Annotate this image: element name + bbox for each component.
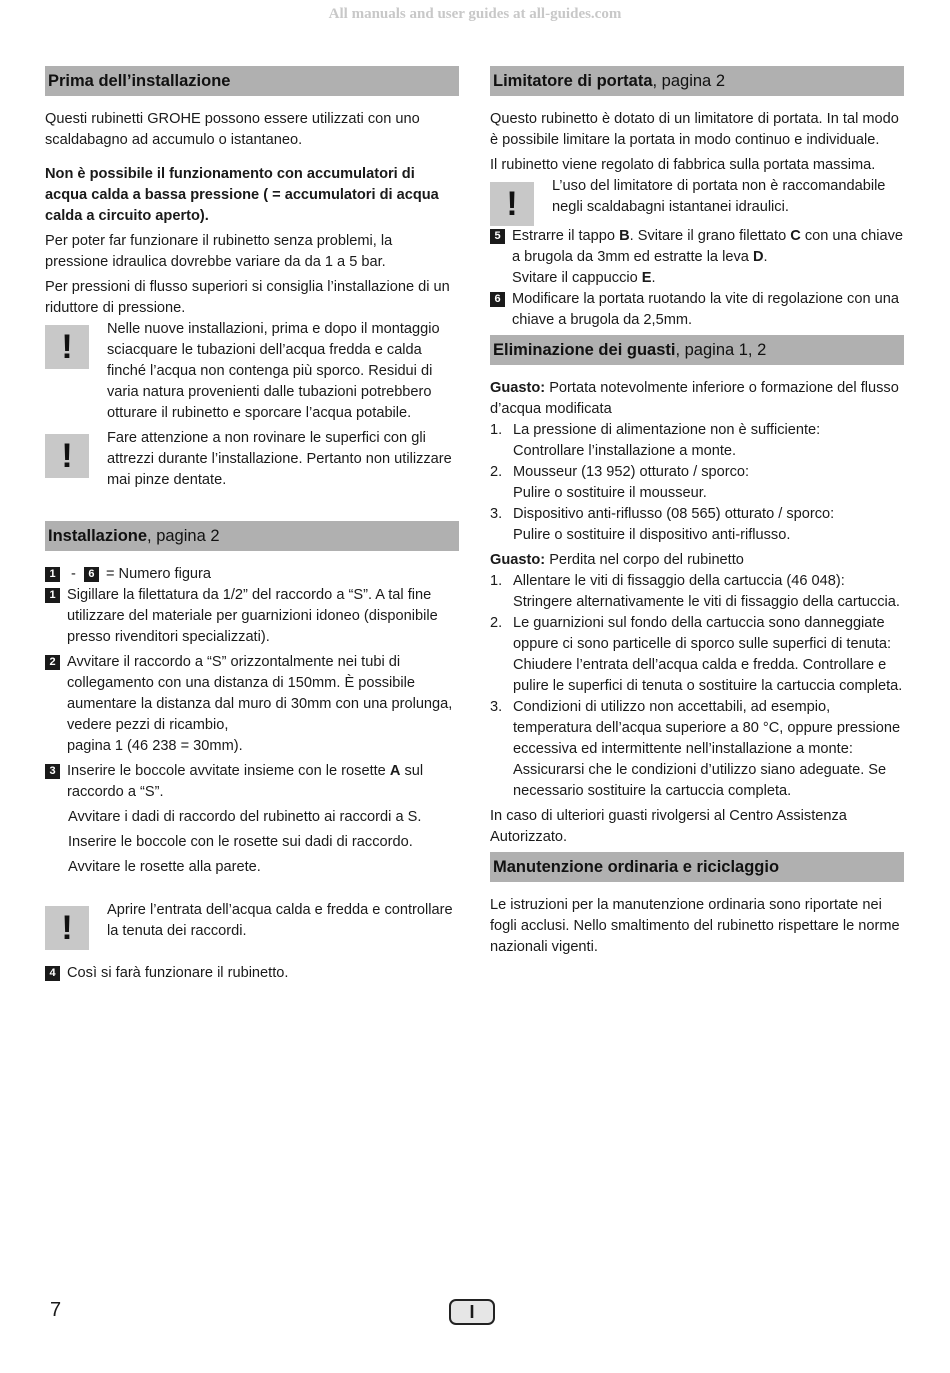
list-number: 1. <box>490 573 503 589</box>
heading-rest: , pagina 2 <box>147 527 220 545</box>
warning-block <box>45 428 459 491</box>
list-item <box>490 613 904 697</box>
list-number: 2. <box>490 615 503 631</box>
figure-number-badge: 3 <box>45 764 60 779</box>
paragraph: Questo rubinetto è dotato di un limitatore di portata. In tal modo è possibile limitare la portata in modo continuo e individuale. <box>490 111 899 148</box>
list-remedy: Chiudere l’entrata dell’acqua calda e fredda. Controllare e pulire le superfici di tenuta o sostituire la cartuccia completa. <box>513 657 903 694</box>
fault-list <box>490 571 904 802</box>
list-remedy: Assicurarsi che le condizioni d’utilizzo siano adeguate. Se necessario sostituire la cartuccia completa. <box>513 762 887 799</box>
paragraph: Per poter far funzionare il rubinetto senza problemi, la pressione idraulica dovrebbe variare da da 1 a 5 bar. <box>45 233 393 270</box>
right-column <box>490 66 904 958</box>
fault-description <box>490 378 904 420</box>
step-text-pre: Inserire le boccole avvitate insieme con le rosette <box>67 763 390 779</box>
list-text <box>513 613 904 697</box>
step-text-a: Avvitare il raccordo a “S” orizzontalmente nei tubi di collegamento con una distanza di 150mm. È possibile aumentare la distanza dal muro di 30mm con una prolunga, vedere pezzi di ricambio, <box>67 654 453 733</box>
list-item <box>490 504 904 546</box>
warning-block <box>45 900 459 950</box>
paragraph: Per pressioni di flusso superiori si consiglia l’installazione di un riduttore di pressione. <box>45 279 450 316</box>
legend-text: = Numero figura <box>105 566 212 582</box>
figure-number-badge: 1 <box>45 567 60 582</box>
step-text <box>67 761 459 803</box>
language-badge: I <box>449 1299 495 1325</box>
paragraph: Le istruzioni per la manutenzione ordinaria sono riportate nei fogli acclusi. Nello smaltimento del rubinetto rispettare le norme nazionali vigenti. <box>490 897 900 955</box>
list-text <box>513 571 904 613</box>
step-text-part: Svitare il cappuccio <box>512 270 642 286</box>
step-text-part: . <box>763 249 768 265</box>
watermark: All manuals and user guides at all-guides.com <box>328 6 622 22</box>
list-remedy: Pulire o sostituire il mousseur. <box>513 485 707 501</box>
warning-block <box>490 176 904 226</box>
warning-block <box>45 319 459 424</box>
list-cause: Le guarnizioni sul fondo della cartuccia sono danneggiate oppure ci sono particelle di sporco sulle superfici di tenuta: <box>513 615 892 652</box>
list-cause: Condizioni di utilizzo non accettabili, ad esempio, temperatura dell’acqua superiore a 80 °C, oppure pressione eccessiva ed intermittente nell’installazione a monte: <box>513 699 901 757</box>
list-remedy: Stringere alternativamente le viti di fissaggio della cartuccia. <box>513 594 900 610</box>
list-number: 2. <box>490 464 503 480</box>
paragraph: Il rubinetto viene regolato di fabbrica sulla portata massima. <box>490 157 876 173</box>
list-cause: Allentare le viti di fissaggio della cartuccia (46 048): <box>513 573 845 589</box>
step-text-part: con una chiave a brugola da 3mm ed estratte la leva <box>512 228 904 265</box>
step-text <box>67 652 459 757</box>
fault-text: Perdita nel corpo del rubinetto <box>545 552 744 568</box>
heading-bold: Installazione <box>48 527 148 545</box>
section-heading-manutenzione: Manutenzione ordinaria e riciclaggio <box>490 852 904 882</box>
list-text <box>513 504 904 546</box>
figure-number-badge: 2 <box>45 655 60 670</box>
step-text: Modificare la portata ruotando la vite di regolazione con una chiave a brugola da 2,5mm. <box>512 291 899 328</box>
step-text-b: pagina 1 (46 238 = 30mm). <box>67 738 243 754</box>
heading-rest: , pagina 2 <box>652 72 725 90</box>
part-letter: C <box>790 228 801 244</box>
step-4 <box>45 963 459 984</box>
paragraph: In caso di ulteriori guasti rivolgersi al Centro Assistenza Autorizzato. <box>490 808 847 845</box>
step-sub-text: Inserire le boccole con le rosette sui dadi di raccordo. <box>68 834 413 850</box>
list-text <box>513 697 904 802</box>
section-heading-prima: Prima dell’installazione <box>45 66 459 96</box>
list-number: 3. <box>490 506 503 522</box>
fault-label: Guasto: <box>490 552 546 568</box>
part-letter: A <box>389 763 401 779</box>
figure-number-badge: 6 <box>490 292 505 307</box>
heading-rest: , pagina 1, 2 <box>675 341 767 359</box>
legend-dash: - <box>67 566 80 582</box>
section-heading-installazione <box>45 521 459 551</box>
step-2 <box>45 652 459 757</box>
part-letter: D <box>752 249 764 265</box>
figure-number-badge: 5 <box>490 229 505 244</box>
page-number: 7 <box>50 1299 62 1321</box>
exclamation-icon: ! <box>45 325 89 369</box>
figure-number-badge: 6 <box>84 567 99 582</box>
step-1 <box>45 585 459 648</box>
fault-text: Portata notevolmente inferiore o formazione del flusso d’acqua modificata <box>490 380 899 417</box>
warning-text: Nelle nuove installazioni, prima e dopo il montaggio sciacquare le tubazioni dell’acqua fredda e calda finché l’acqua non contenga più sporco. Residui di varia natura provenienti dalle tubazioni potrebbero otturare il rubinetto e sporcare l’acqua potabile. <box>107 321 440 421</box>
list-remedy: Pulire o sostituire il dispositivo anti-riflusso. <box>513 527 791 543</box>
warning-text: Fare attenzione a non rovinare le superfici con gli attrezzi durante l’installazione. Pertanto non utilizzare mai pinze dentate. <box>107 430 452 488</box>
figure-number-badge: 1 <box>45 588 60 603</box>
step-text-post: sul raccordo a “S”. <box>67 763 424 800</box>
step-text-part: . Svitare il grano filettato <box>629 228 791 244</box>
section-heading-limitatore <box>490 66 904 96</box>
list-item <box>490 462 904 504</box>
list-text <box>513 462 904 504</box>
exclamation-icon: ! <box>490 182 534 226</box>
list-cause: Dispositivo anti-riflusso (08 565) otturato / sporco: <box>513 506 835 522</box>
step-text-part: . <box>651 270 656 286</box>
paragraph: Questi rubinetti GROHE possono essere utilizzati con uno scaldabagno ad accumulo o istantaneo. <box>45 111 420 148</box>
step-text-part: Estrarre il tappo <box>512 228 620 244</box>
list-item <box>490 571 904 613</box>
step-6 <box>490 289 904 331</box>
step-text <box>512 226 904 289</box>
exclamation-icon: ! <box>45 434 89 478</box>
heading-bold: Eliminazione dei guasti <box>493 341 676 359</box>
paragraph-bold: Non è possibile il funzionamento con accumulatori di acqua calda a bassa pressione ( = accumulatori di acqua calda a circuito aperto). <box>45 166 439 224</box>
warning-text: L’uso del limitatore di portata non è raccomandabile negli scaldabagni istantanei idraulici. <box>552 178 886 215</box>
step-5 <box>490 226 904 289</box>
list-item <box>490 697 904 802</box>
list-text <box>513 420 904 462</box>
step-text: Sigillare la filettatura da 1/2” del raccordo a “S”. A tal fine utilizzare del materiale per guarnizioni idoneo (disponibile presso rivenditori specializzati). <box>67 587 438 645</box>
fault-description <box>490 550 904 571</box>
list-remedy: Controllare l’installazione a monte. <box>513 443 737 459</box>
step-3 <box>45 761 459 803</box>
list-item <box>490 420 904 462</box>
list-number: 1. <box>490 422 503 438</box>
list-cause: Mousseur (13 952) otturato / sporco: <box>513 464 750 480</box>
exclamation-icon: ! <box>45 906 89 950</box>
warning-text: Aprire l’entrata dell’acqua calda e fredda e controllare la tenuta dei raccordi. <box>107 902 453 939</box>
part-letter: B <box>619 228 630 244</box>
heading-bold: Limitatore di portata <box>493 72 653 90</box>
fault-label: Guasto: <box>490 380 546 396</box>
figure-number-badge: 4 <box>45 966 60 981</box>
list-cause: La pressione di alimentazione non è sufficiente: <box>513 422 821 438</box>
left-column <box>45 66 459 984</box>
part-letter: E <box>641 270 652 286</box>
figure-legend <box>45 564 459 585</box>
fault-list <box>490 420 904 546</box>
step-text: Così si farà funzionare il rubinetto. <box>67 965 289 981</box>
step-sub-text: Avvitare i dadi di raccordo del rubinetto ai raccordi a S. <box>68 809 422 825</box>
list-number: 3. <box>490 699 503 715</box>
step-sub-text: Avvitare le rosette alla parete. <box>68 859 261 875</box>
section-heading-guasti <box>490 335 904 365</box>
